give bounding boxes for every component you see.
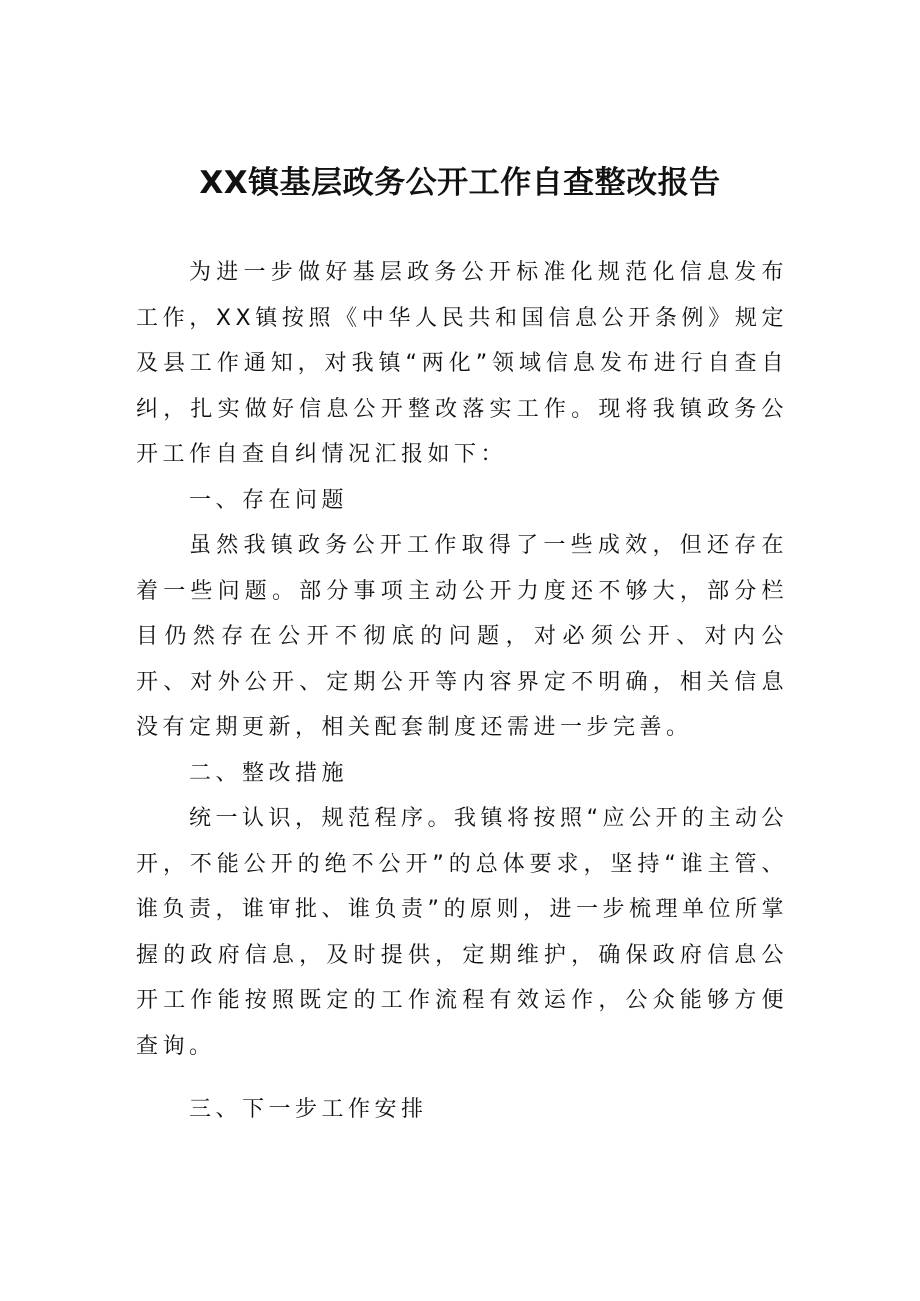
measures-paragraph: 统一认识，规范程序。我镇将按照“应公开的主动公开，不能公开的绝不公开”的总体要求，坚持“谁主管、谁负责，谁审批、谁负责”的原则，进一步梳理单位所掌握的政府信息，及时提供，定期维护，确保政府信息公开工作能按照既定的工作流程有效运作，公众能够方便查询。 [136,806,788,1059]
section-heading-next-steps: 三、下一步工作安排 [189,1097,428,1122]
document-body [136,250,788,1133]
document-title: XX镇基层政务公开工作自查整改报告 [199,165,721,201]
problems-paragraph: 虽然我镇政务公开工作取得了一些成效，但还存在着一些问题。部分事项主动公开力度还不够大，部分栏目仍然存在公开不彻底的问题，对必须公开、对内公开、对外公开、定期公开等内容界定不明确，相关信息没有定期更新，相关配套制度还需进一步完善。 [136,533,788,740]
intro-paragraph: 为进一步做好基层政务公开标准化规范化信息发布工作，XX镇按照《中华人民共和国信息公开条例》规定及县工作通知，对我镇“两化”领域信息发布进行自查自纠，扎实做好信息公开整改落实工作。现将我镇政务公开工作自查自纠情况汇报如下： [136,260,788,467]
section-heading-problems: 一、存在问题 [189,487,349,513]
section-heading-measures: 二、整改措施 [189,760,349,786]
